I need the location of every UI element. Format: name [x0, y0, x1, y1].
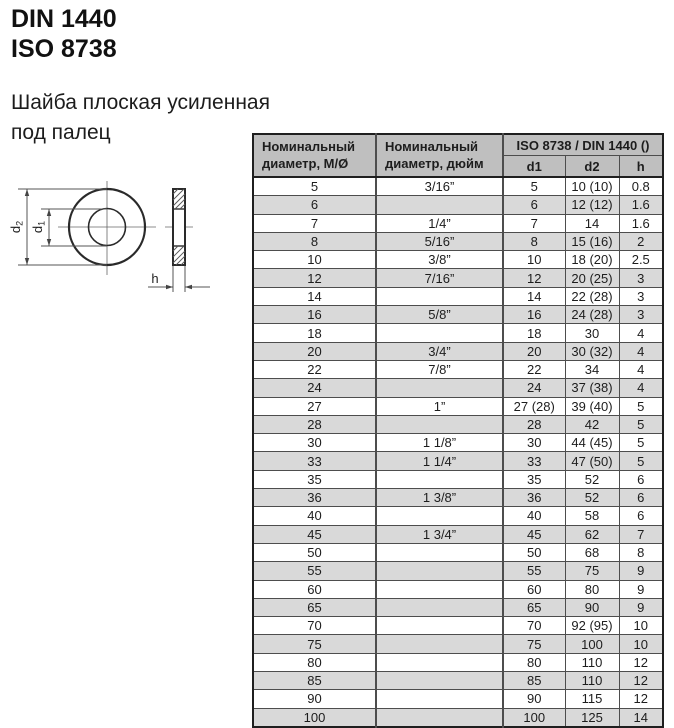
table-cell: 50	[503, 543, 565, 561]
col-header-nominal-metric: Номинальный диаметр, М/Ø	[253, 134, 376, 177]
table-cell: 22	[503, 360, 565, 378]
table-row	[253, 324, 663, 342]
table-cell: 7/16”	[376, 269, 503, 287]
table-cell: 1 3/4”	[376, 525, 503, 543]
table-cell: 5	[619, 434, 663, 452]
table-cell	[376, 196, 503, 214]
table-row	[253, 507, 663, 525]
table-cell: 0.8	[619, 177, 663, 196]
table-cell: 8	[503, 232, 565, 250]
table-cell: 3/16”	[376, 177, 503, 196]
table-cell: 75	[253, 635, 376, 653]
table-cell: 3/4”	[376, 342, 503, 360]
table-cell: 9	[619, 580, 663, 598]
d1-arrow-down	[47, 239, 51, 246]
table-row	[253, 690, 663, 708]
table-row	[253, 287, 663, 305]
dimensions-table	[252, 133, 664, 728]
table-cell: 110	[565, 653, 619, 671]
table-row	[253, 214, 663, 232]
table-cell: 22 (28)	[565, 287, 619, 305]
table-cell: 85	[503, 672, 565, 690]
table-row	[253, 708, 663, 727]
table-cell: 100	[253, 708, 376, 727]
table-cell: 6	[619, 507, 663, 525]
table-cell: 6	[619, 489, 663, 507]
table-cell: 30	[253, 434, 376, 452]
d2-arrow-up	[25, 189, 29, 196]
table-cell	[376, 379, 503, 397]
table-cell: 68	[565, 543, 619, 561]
table-cell: 5	[253, 177, 376, 196]
table-cell: 55	[503, 562, 565, 580]
table-row	[253, 232, 663, 250]
table-cell: 27	[253, 397, 376, 415]
table-row	[253, 653, 663, 671]
table-row	[253, 379, 663, 397]
table-cell: 1 3/8”	[376, 489, 503, 507]
table-cell: 12	[619, 690, 663, 708]
table-cell: 12	[503, 269, 565, 287]
product-title	[11, 88, 270, 148]
table-cell: 65	[253, 598, 376, 616]
table-row	[253, 196, 663, 214]
table-cell: 7	[619, 525, 663, 543]
table-cell: 37 (38)	[565, 379, 619, 397]
table-cell: 4	[619, 324, 663, 342]
col-header-d2: d2	[565, 156, 619, 178]
table-row	[253, 306, 663, 324]
table-cell	[376, 543, 503, 561]
table-cell: 28	[253, 415, 376, 433]
table-cell: 27 (28)	[503, 397, 565, 415]
table-cell: 10	[619, 617, 663, 635]
table-cell: 90	[565, 598, 619, 616]
standard-din: DIN 1440	[11, 5, 117, 33]
table-cell: 18 (20)	[565, 251, 619, 269]
table-cell: 3/8”	[376, 251, 503, 269]
table-header	[253, 134, 663, 177]
table-cell: 28	[503, 415, 565, 433]
table-cell: 14	[619, 708, 663, 727]
table-cell: 30	[503, 434, 565, 452]
table-cell: 70	[253, 617, 376, 635]
table-row	[253, 434, 663, 452]
table-cell: 10	[253, 251, 376, 269]
col-header-h: h	[619, 156, 663, 178]
d1-label-sub: 1	[36, 220, 47, 226]
d1-label-base: d	[30, 225, 45, 234]
table-cell: 47 (50)	[565, 452, 619, 470]
table-row	[253, 562, 663, 580]
table-cell: 12 (12)	[565, 196, 619, 214]
table-cell: 125	[565, 708, 619, 727]
table-cell: 5/16”	[376, 232, 503, 250]
table-row	[253, 617, 663, 635]
table-cell: 20 (25)	[565, 269, 619, 287]
table-cell: 20	[503, 342, 565, 360]
washer-technical-drawing	[8, 175, 238, 300]
table-cell: 90	[503, 690, 565, 708]
side-view	[165, 189, 193, 265]
table-cell: 39 (40)	[565, 397, 619, 415]
table-cell: 80	[503, 653, 565, 671]
table-row	[253, 269, 663, 287]
table-row	[253, 360, 663, 378]
table-cell: 1 1/8”	[376, 434, 503, 452]
table-row	[253, 251, 663, 269]
table-cell: 7	[253, 214, 376, 232]
table-cell: 12	[619, 672, 663, 690]
table-cell: 24 (28)	[565, 306, 619, 324]
table-row	[253, 489, 663, 507]
table-row	[253, 543, 663, 561]
dimension-d1	[41, 209, 107, 246]
table-cell: 1.6	[619, 214, 663, 232]
table-cell: 55	[253, 562, 376, 580]
table-cell: 35	[503, 470, 565, 488]
table-cell: 40	[503, 507, 565, 525]
table-cell	[376, 507, 503, 525]
table-cell: 75	[503, 635, 565, 653]
table-cell: 100	[565, 635, 619, 653]
table-cell: 80	[565, 580, 619, 598]
front-view	[58, 181, 156, 275]
dim-label-d1	[30, 221, 47, 233]
table-cell	[376, 287, 503, 305]
table-cell: 5/8”	[376, 306, 503, 324]
table-cell: 110	[565, 672, 619, 690]
table-body	[253, 177, 663, 727]
table-row	[253, 415, 663, 433]
table-cell: 30	[565, 324, 619, 342]
table-cell: 65	[503, 598, 565, 616]
table-cell: 62	[565, 525, 619, 543]
table-cell: 36	[503, 489, 565, 507]
table-cell: 33	[503, 452, 565, 470]
table-cell: 115	[565, 690, 619, 708]
table-cell: 4	[619, 379, 663, 397]
table-cell: 22	[253, 360, 376, 378]
table-cell: 15 (16)	[565, 232, 619, 250]
table-cell: 12	[253, 269, 376, 287]
col-header-nominal-inch: Номинальный диаметр, дюйм	[376, 134, 503, 177]
table-cell: 44 (45)	[565, 434, 619, 452]
table-cell: 6	[619, 470, 663, 488]
table-cell: 6	[253, 196, 376, 214]
table-cell: 14	[565, 214, 619, 232]
table-cell: 16	[253, 306, 376, 324]
standard-iso: ISO 8738	[11, 35, 117, 63]
table-cell: 33	[253, 452, 376, 470]
dim-label-h: h	[151, 271, 159, 286]
table-cell	[376, 617, 503, 635]
table-cell: 10	[619, 635, 663, 653]
table-cell: 5	[619, 452, 663, 470]
table-row	[253, 598, 663, 616]
col-header-d1: d1	[503, 156, 565, 178]
product-title-line1: Шайба плоская усиленная	[11, 91, 270, 114]
table-row	[253, 177, 663, 196]
table-cell: 30 (32)	[565, 342, 619, 360]
table-cell: 8	[253, 232, 376, 250]
table-cell: 75	[565, 562, 619, 580]
table-cell: 16	[503, 306, 565, 324]
table-cell	[376, 653, 503, 671]
table-cell: 70	[503, 617, 565, 635]
table-cell: 20	[253, 342, 376, 360]
table-cell: 14	[253, 287, 376, 305]
table-cell: 2.5	[619, 251, 663, 269]
table-cell: 4	[619, 342, 663, 360]
table-row	[253, 580, 663, 598]
table-cell	[376, 690, 503, 708]
table-cell	[376, 470, 503, 488]
table-cell: 9	[619, 562, 663, 580]
table-cell: 3	[619, 306, 663, 324]
table-cell: 5	[503, 177, 565, 196]
dim-label-d2	[8, 221, 25, 233]
table-cell	[376, 598, 503, 616]
table-cell	[376, 672, 503, 690]
table-cell: 1 1/4”	[376, 452, 503, 470]
table-cell: 7	[503, 214, 565, 232]
h-arrow-right	[166, 285, 173, 289]
d2-arrow-down	[25, 258, 29, 265]
table-cell: 34	[565, 360, 619, 378]
table-cell: 36	[253, 489, 376, 507]
table-cell: 52	[565, 489, 619, 507]
table-cell: 5	[619, 415, 663, 433]
table-cell: 80	[253, 653, 376, 671]
table-cell: 42	[565, 415, 619, 433]
table-cell: 4	[619, 360, 663, 378]
table-row	[253, 635, 663, 653]
table-cell: 9	[619, 598, 663, 616]
table-cell: 100	[503, 708, 565, 727]
table-cell	[376, 635, 503, 653]
table-cell: 1”	[376, 397, 503, 415]
table-cell: 7/8”	[376, 360, 503, 378]
table-cell: 52	[565, 470, 619, 488]
table-cell: 24	[253, 379, 376, 397]
table-cell: 6	[503, 196, 565, 214]
d2-label-base: d	[8, 225, 23, 234]
table-cell: 50	[253, 543, 376, 561]
table-row	[253, 342, 663, 360]
col-header-standard-group: ISO 8738 / DIN 1440 ()	[503, 134, 663, 156]
h-arrow-left	[185, 285, 192, 289]
table-row	[253, 452, 663, 470]
table-cell: 60	[253, 580, 376, 598]
table-cell: 90	[253, 690, 376, 708]
table-cell	[376, 324, 503, 342]
table-cell: 1.6	[619, 196, 663, 214]
table-cell	[376, 562, 503, 580]
table-row	[253, 470, 663, 488]
table-cell: 45	[253, 525, 376, 543]
table-cell: 14	[503, 287, 565, 305]
table-cell: 45	[503, 525, 565, 543]
table-row	[253, 672, 663, 690]
table-cell: 40	[253, 507, 376, 525]
table-cell: 1/4”	[376, 214, 503, 232]
table-row	[253, 525, 663, 543]
table-cell	[376, 580, 503, 598]
d2-label-sub: 2	[14, 220, 25, 226]
table-cell	[376, 415, 503, 433]
table-cell: 60	[503, 580, 565, 598]
table-cell: 10 (10)	[565, 177, 619, 196]
table-cell: 35	[253, 470, 376, 488]
table-cell: 58	[565, 507, 619, 525]
table-cell: 2	[619, 232, 663, 250]
table-cell: 24	[503, 379, 565, 397]
table-cell: 3	[619, 287, 663, 305]
table-cell: 85	[253, 672, 376, 690]
table-cell: 3	[619, 269, 663, 287]
table-cell: 92 (95)	[565, 617, 619, 635]
table-cell: 18	[503, 324, 565, 342]
header-row-main	[253, 134, 663, 156]
table-row	[253, 397, 663, 415]
table-cell	[376, 708, 503, 727]
product-title-line2: под палец	[11, 121, 111, 144]
table-cell: 18	[253, 324, 376, 342]
d1-arrow-up	[47, 209, 51, 216]
table-cell: 8	[619, 543, 663, 561]
table-cell: 12	[619, 653, 663, 671]
table-cell: 10	[503, 251, 565, 269]
standards-block	[11, 4, 117, 64]
table-cell: 5	[619, 397, 663, 415]
